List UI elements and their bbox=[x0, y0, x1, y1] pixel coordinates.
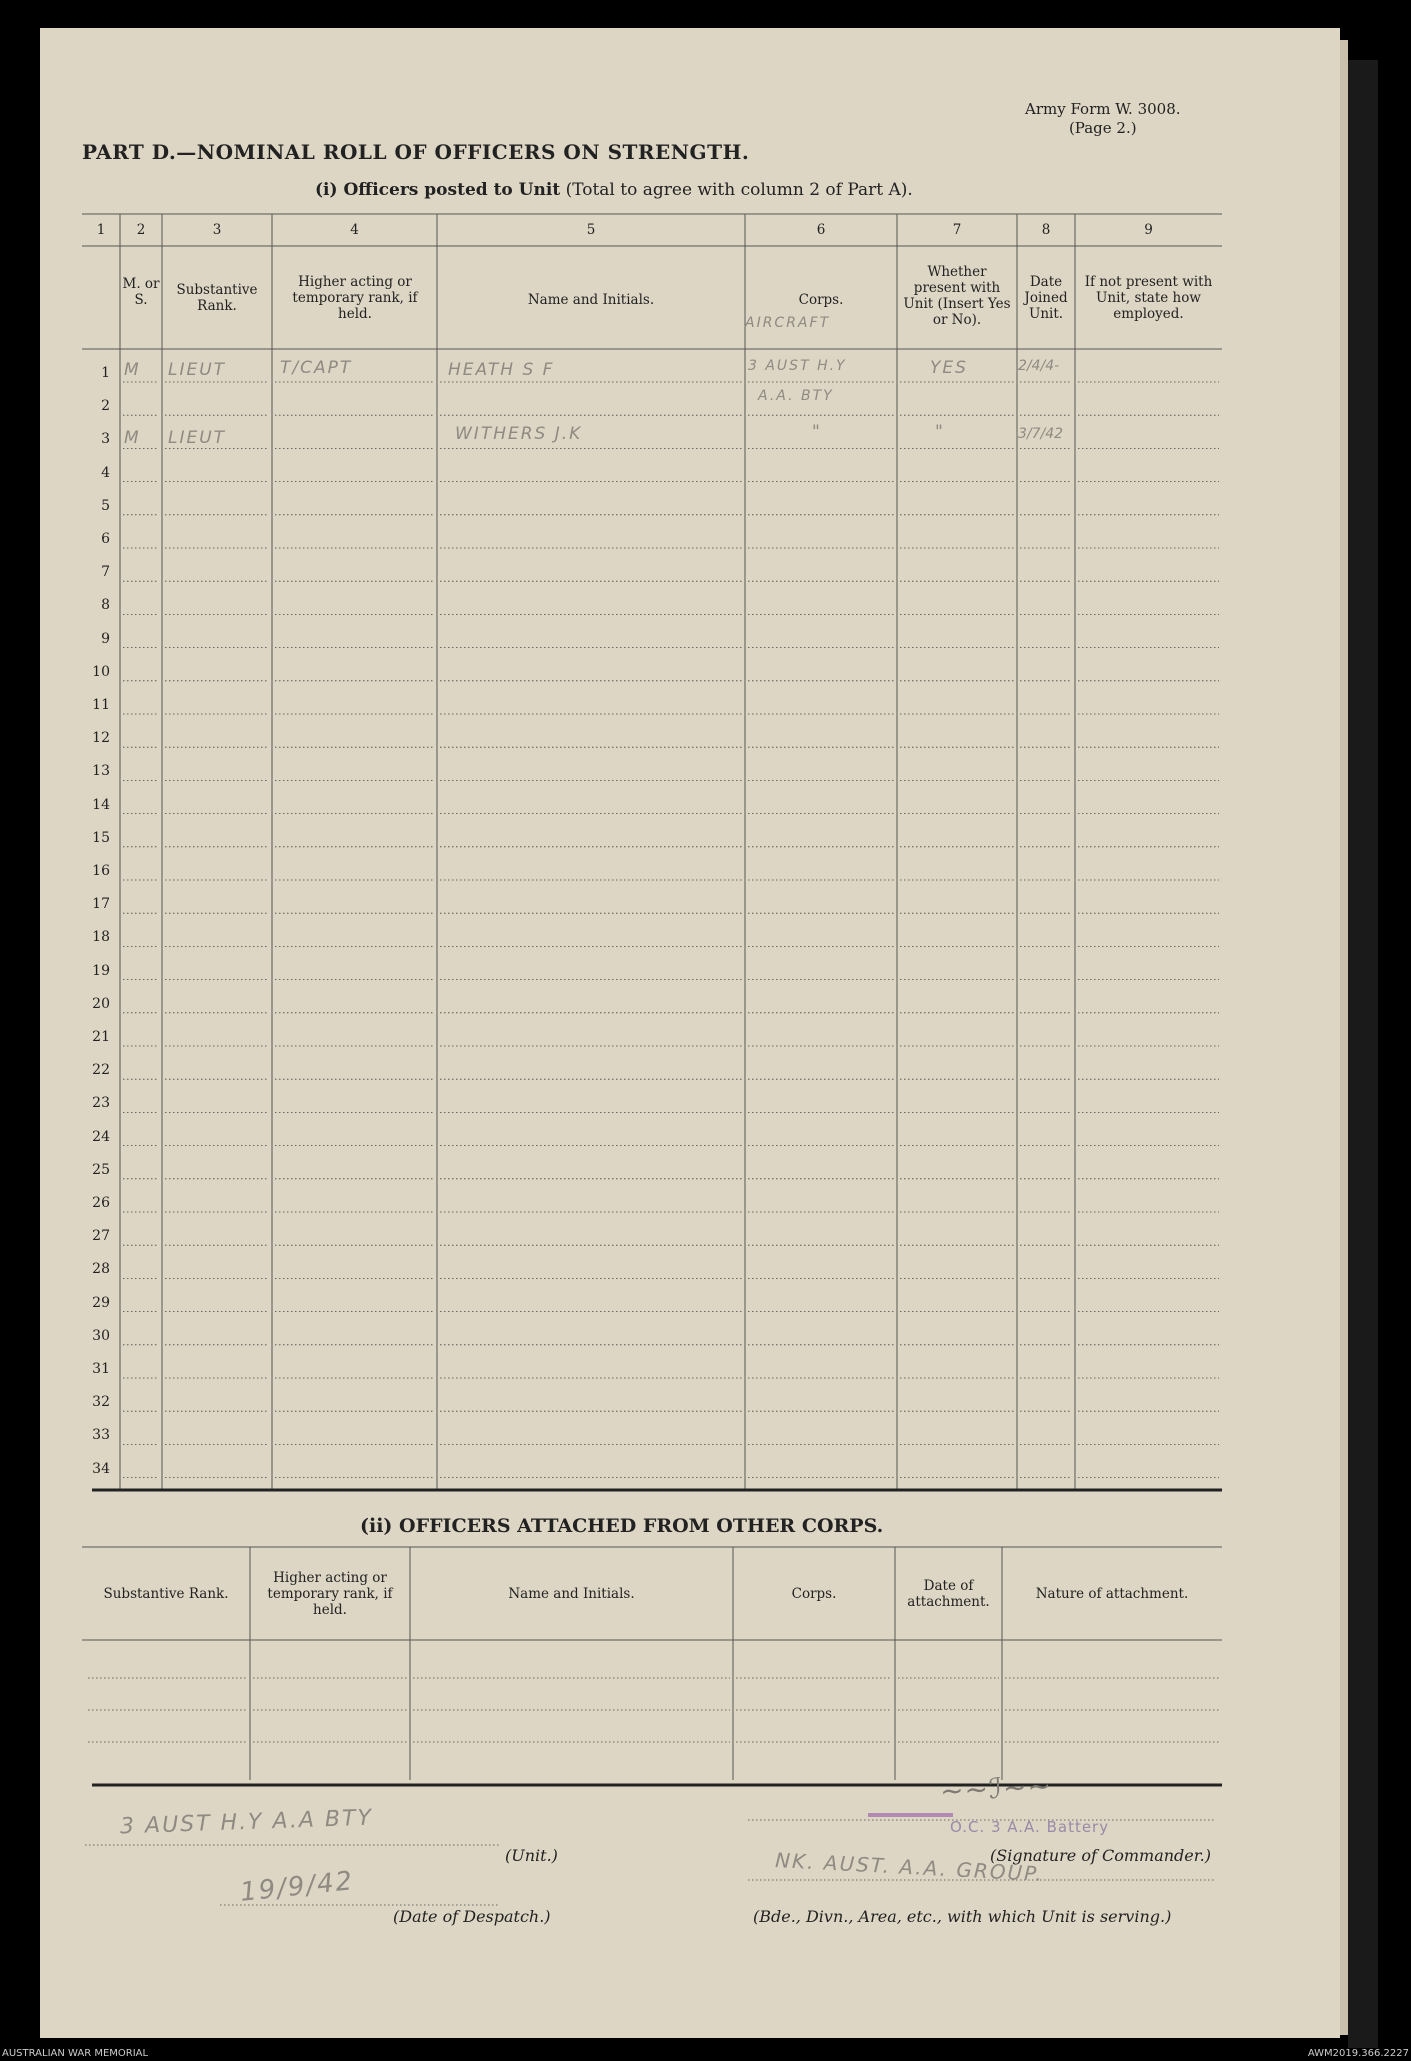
col-num-4: 4 bbox=[350, 222, 359, 238]
t2-header-nature-attachment: Nature of attachment. bbox=[1035, 1586, 1189, 1602]
row-number: 15 bbox=[92, 829, 110, 846]
row-number: 2 bbox=[101, 398, 110, 415]
row-number: 13 bbox=[92, 763, 110, 780]
t2-header-date-attachment: Date of attachment. bbox=[907, 1578, 990, 1610]
stamp-bar bbox=[868, 1813, 953, 1817]
header-if-not-present: If not present with Unit, state how employed. bbox=[1084, 274, 1213, 322]
row-number: 20 bbox=[92, 995, 110, 1012]
signature-label: (Signature of Commander.) bbox=[990, 1846, 1211, 1865]
t2-header-corps: Corps. bbox=[791, 1586, 837, 1602]
row-number: 33 bbox=[92, 1427, 110, 1444]
row-number: 21 bbox=[92, 1029, 110, 1045]
row-number: 10 bbox=[92, 663, 110, 680]
footer-left: AUSTRALIAN WAR MEMORIAL bbox=[2, 2048, 149, 2059]
row-number: 17 bbox=[92, 896, 110, 913]
row-number: 1 bbox=[101, 365, 110, 381]
form-number: Army Form W. 3008. bbox=[1025, 100, 1181, 118]
hw-r1-date: 2/4/4- bbox=[1018, 358, 1060, 374]
t2-header-name-initials: Name and Initials. bbox=[508, 1586, 635, 1602]
header-m-or-s: M. or S. bbox=[122, 276, 160, 308]
page-number: (Page 2.) bbox=[1068, 119, 1137, 137]
col-num-3: 3 bbox=[212, 222, 222, 238]
row-number: 30 bbox=[92, 1327, 110, 1344]
row-number: 12 bbox=[92, 730, 110, 747]
row-number: 23 bbox=[92, 1095, 110, 1112]
row-number: 6 bbox=[101, 531, 110, 547]
col-num-7: 7 bbox=[952, 222, 962, 238]
hw-r1-ms: M bbox=[124, 360, 141, 380]
row-number: 16 bbox=[92, 863, 110, 879]
row-number: 27 bbox=[92, 1228, 110, 1245]
row-number: 7 bbox=[101, 564, 110, 581]
hw-unit: 3 AUST H.Y A.A BTY bbox=[119, 1805, 374, 1840]
hw-r3-rank: LIEUT bbox=[168, 428, 227, 448]
hw-r3-present: " bbox=[935, 422, 945, 442]
row-number: 24 bbox=[92, 1128, 110, 1145]
header-higher-rank: Higher acting or temporary rank, if held. bbox=[292, 274, 418, 322]
row-number: 28 bbox=[92, 1261, 110, 1278]
row-number: 8 bbox=[101, 597, 110, 614]
col-num-6: 6 bbox=[816, 222, 826, 238]
row-number: 22 bbox=[92, 1062, 110, 1079]
hw-r1-higher: T/CAPT bbox=[280, 358, 353, 378]
row-number: 5 bbox=[101, 497, 110, 514]
row-number: 14 bbox=[92, 796, 110, 813]
footer-right: AWM2019.366.2227 bbox=[1307, 2048, 1409, 2059]
hw-r2-corps: A.A. BTY bbox=[758, 388, 834, 404]
footer-bar bbox=[0, 2048, 1411, 2061]
row-number: 34 bbox=[92, 1460, 110, 1477]
hw-brigade: NK. AUST. A.A. GROUP. bbox=[774, 1847, 1045, 1887]
stamp-text: O.C. 3 A.A. Battery bbox=[950, 1818, 1110, 1836]
col-num-8: 8 bbox=[1041, 222, 1051, 238]
t2-header-substantive-rank: Substantive Rank. bbox=[103, 1586, 229, 1602]
row-number: 9 bbox=[101, 630, 110, 647]
hw-r1-rank: LIEUT bbox=[168, 360, 227, 380]
row-number: 25 bbox=[92, 1161, 110, 1178]
date-label: (Date of Despatch.) bbox=[393, 1907, 551, 1926]
table2-title: (ii) OFFICERS ATTACHED FROM OTHER CORPS. bbox=[360, 1515, 884, 1537]
col-num-9: 9 bbox=[1144, 222, 1153, 238]
hw-r1-corps: 3 AUST H.Y bbox=[748, 358, 847, 374]
hw-r3-ms: M bbox=[124, 428, 141, 448]
header-whether-present: Whether present with Unit (Insert Yes or No). bbox=[903, 264, 1011, 328]
row-number: 32 bbox=[92, 1394, 110, 1411]
hw-r3-date: 3/7/42 bbox=[1018, 426, 1064, 442]
hw-date-despatch: 19/9/42 bbox=[238, 1866, 356, 1908]
header-name-initials: Name and Initials. bbox=[527, 292, 655, 308]
row-number: 18 bbox=[92, 929, 110, 946]
header-corps: Corps. bbox=[798, 292, 844, 308]
t2-header-higher-rank: Higher acting or temporary rank, if held. bbox=[267, 1570, 393, 1618]
subtitle-bold: (i) Officers posted to Unit bbox=[315, 180, 561, 200]
subtitle-rest: (Total to agree with column 2 of Part A). bbox=[560, 180, 913, 200]
hw-r3-name: WITHERS J.K bbox=[455, 424, 583, 444]
brigade-label: (Bde., Divn., Area, etc., with which Unit is serving.) bbox=[753, 1907, 1172, 1926]
hw-r1-name: HEATH S F bbox=[448, 360, 555, 380]
row-number: 11 bbox=[92, 697, 110, 713]
row-number: 26 bbox=[92, 1195, 110, 1211]
part-title: PART D.—NOMINAL ROLL OF OFFICERS ON STRENGTH. bbox=[82, 140, 750, 164]
row-number: 19 bbox=[92, 962, 110, 979]
row-number: 4 bbox=[101, 464, 110, 481]
hw-corps-note: AIRCRAFT bbox=[745, 315, 831, 331]
hw-r3-corps: " bbox=[812, 422, 822, 442]
hw-r1-present: YES bbox=[930, 358, 968, 378]
unit-label: (Unit.) bbox=[505, 1846, 558, 1865]
commander-signature: ~~ℐ~~ bbox=[939, 1769, 1053, 1808]
col-num-5: 5 bbox=[586, 222, 596, 238]
row-number: 31 bbox=[92, 1361, 110, 1377]
header-date-joined: Date Joined Unit. bbox=[1024, 274, 1068, 322]
row-number: 3 bbox=[101, 431, 110, 448]
col-num-1: 1 bbox=[96, 222, 106, 238]
col-num-2: 2 bbox=[136, 222, 146, 238]
header-substantive-rank: Substantive Rank. bbox=[176, 282, 258, 314]
row-number: 29 bbox=[92, 1294, 110, 1311]
